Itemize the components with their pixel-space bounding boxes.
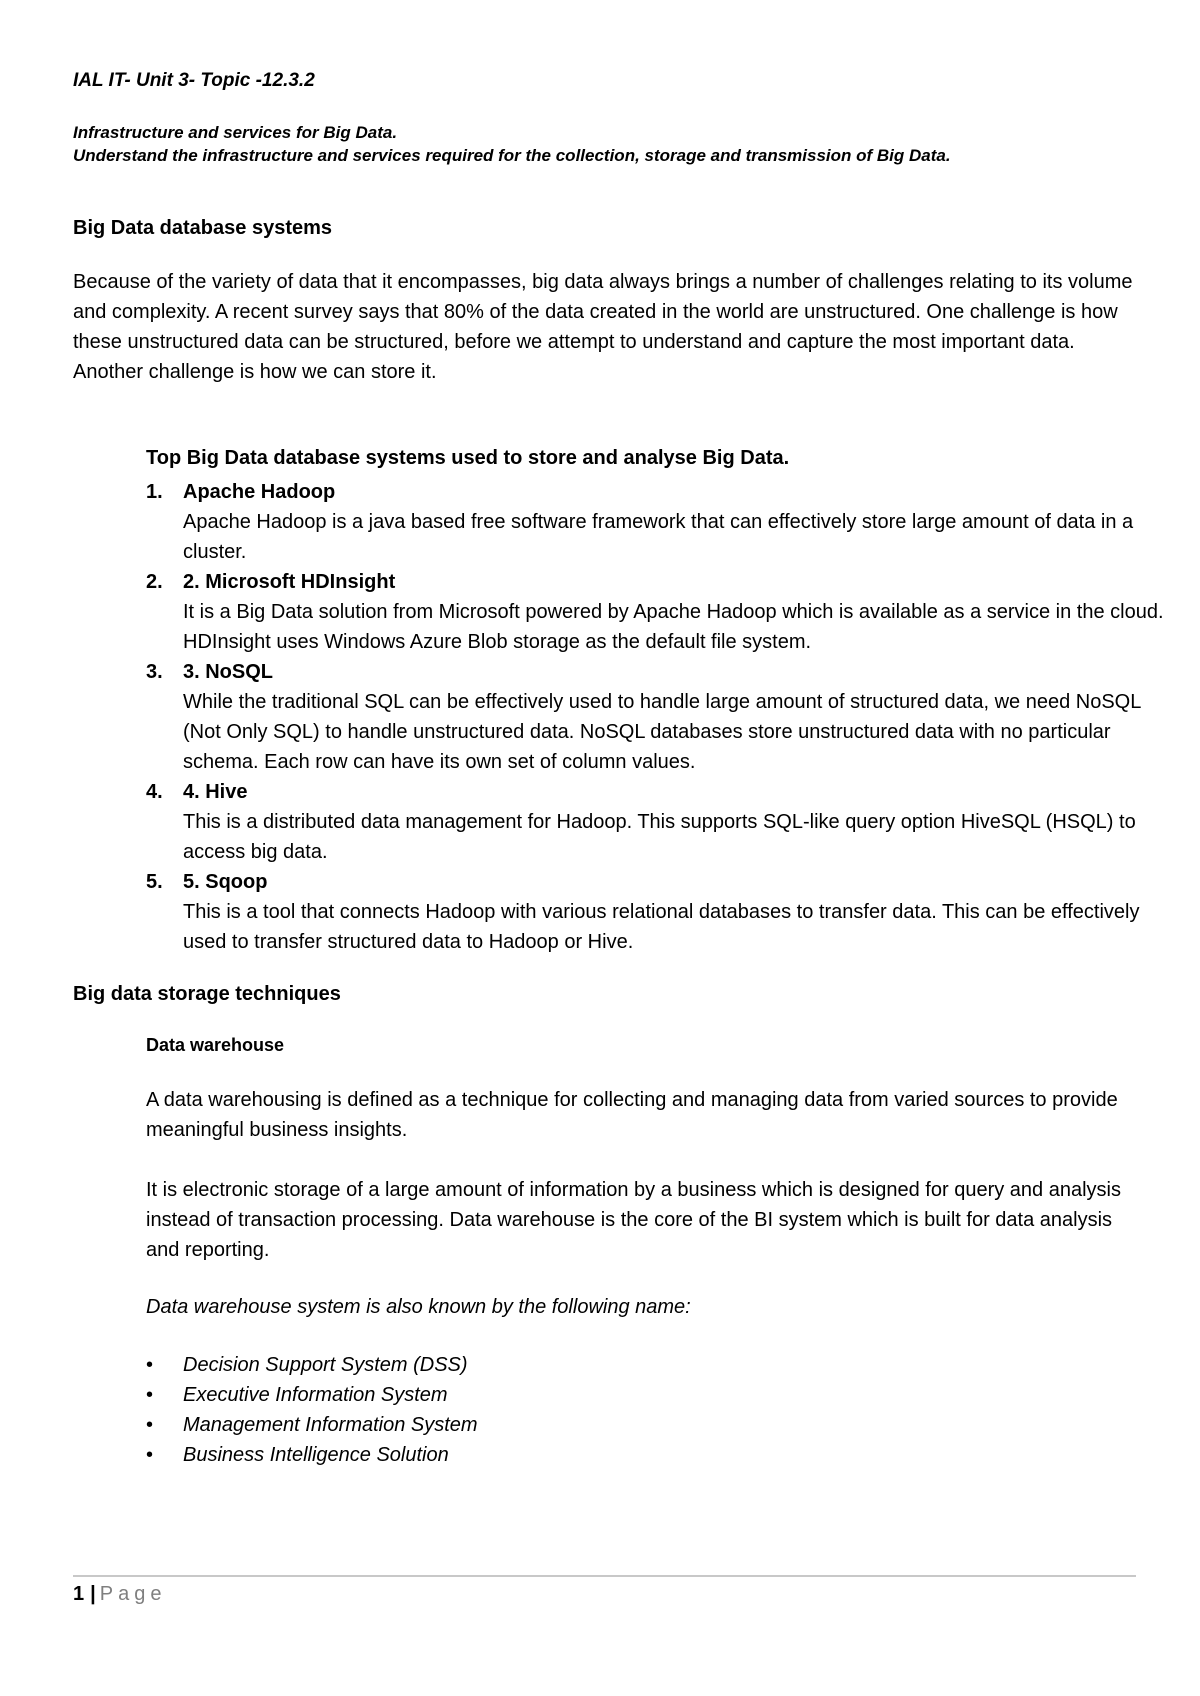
- list-item-heading: Apache Hadoop: [183, 481, 336, 503]
- bullet-icon: •: [146, 1354, 154, 1376]
- list-heading: Top Big Data database systems used to store and analyse Big Data.: [146, 447, 790, 469]
- paragraph: A data warehousing is defined as a technique for collecting and managing data from varied sources to provide meaningful business insights.: [146, 1089, 1118, 1141]
- bullet-item: [146, 1440, 478, 1470]
- bullet-item: [146, 1350, 478, 1380]
- subheading-data-warehouse: Data warehouse: [146, 1035, 285, 1055]
- paragraph-italic: Data warehouse system is also known by the following name:: [146, 1296, 691, 1318]
- bullet-text: Business Intelligence Solution: [183, 1444, 449, 1466]
- document-objective: Understand the infrastructure and services required for the collection, storage and transmission of Big Data.: [73, 146, 951, 165]
- bullet-item: [146, 1380, 478, 1410]
- list-item-number: 3.: [146, 661, 163, 683]
- intro-paragraph: Because of the variety of data that it encompasses, big data always brings a number of challenges relating to its volume and complexity. A recent survey says that 80% of the data created in the world are unstructured. One challenge is how these unstructured data can be structured, before we attempt to understand and capture the most important data. Another challenge is how we can store it.: [73, 271, 1133, 383]
- section-heading-storage-techniques: Big data storage techniques: [73, 983, 341, 1005]
- page-number: 1: [73, 1583, 85, 1605]
- bullet-icon: •: [146, 1384, 154, 1406]
- list-item-number: 2.: [146, 571, 163, 593]
- bullet-icon: •: [146, 1444, 154, 1466]
- bullet-text: Decision Support System (DSS): [183, 1354, 468, 1376]
- list-item-text: Apache Hadoop is a java based free software framework that can effectively store large amount of data in a cluster.: [183, 511, 1134, 563]
- document-title: IAL IT- Unit 3- Topic -12.3.2: [73, 70, 315, 91]
- footer-separator: |: [90, 1583, 96, 1605]
- footer-divider: [73, 1575, 1136, 1577]
- list-item-text: While the traditional SQL can be effectively used to handle large amount of structured data, we need NoSQL (Not Only SQL) to handle unstructured data. NoSQL databases store unstructured data with no particular schema. Each row can have its own set of column values.: [183, 691, 1141, 773]
- bullet-list: [146, 1350, 478, 1470]
- bullet-text: Executive Information System: [183, 1384, 448, 1406]
- bullet-icon: •: [146, 1414, 154, 1436]
- list-item-heading: 5. Sqoop: [183, 871, 268, 893]
- bullet-item: [146, 1410, 478, 1440]
- list-item-number: 1.: [146, 481, 163, 503]
- list-item-text: This is a tool that connects Hadoop with various relational databases to transfer data. This can be effectively used to transfer structured data to Hadoop or Hive.: [183, 901, 1140, 953]
- page-label: Page: [99, 1583, 167, 1605]
- list-item-heading: 2. Microsoft HDInsight: [183, 571, 396, 593]
- list-item-heading: 4. Hive: [183, 781, 248, 803]
- list-item-text: It is a Big Data solution from Microsoft powered by Apache Hadoop which is available as a service in the cloud. HDInsight uses Windows Azure Blob storage as the default file system.: [183, 601, 1164, 653]
- list-item-heading: 3. NoSQL: [183, 661, 274, 683]
- list-item-number: 4.: [146, 781, 163, 803]
- document-subtitle: Infrastructure and services for Big Data.: [73, 123, 398, 142]
- list-item-text: This is a distributed data management for Hadoop. This supports SQL-like query option HiveSQL (HSQL) to access big data.: [183, 811, 1136, 863]
- paragraph: It is electronic storage of a large amount of information by a business which is designed for query and analysis instead of transaction processing. Data warehouse is the core of the BI system which is built for data analysis and reporting.: [146, 1179, 1121, 1261]
- section-heading-database-systems: Big Data database systems: [73, 217, 333, 239]
- bullet-text: Management Information System: [183, 1414, 478, 1436]
- list-item-number: 5.: [146, 871, 163, 893]
- page-footer: [73, 1583, 166, 1606]
